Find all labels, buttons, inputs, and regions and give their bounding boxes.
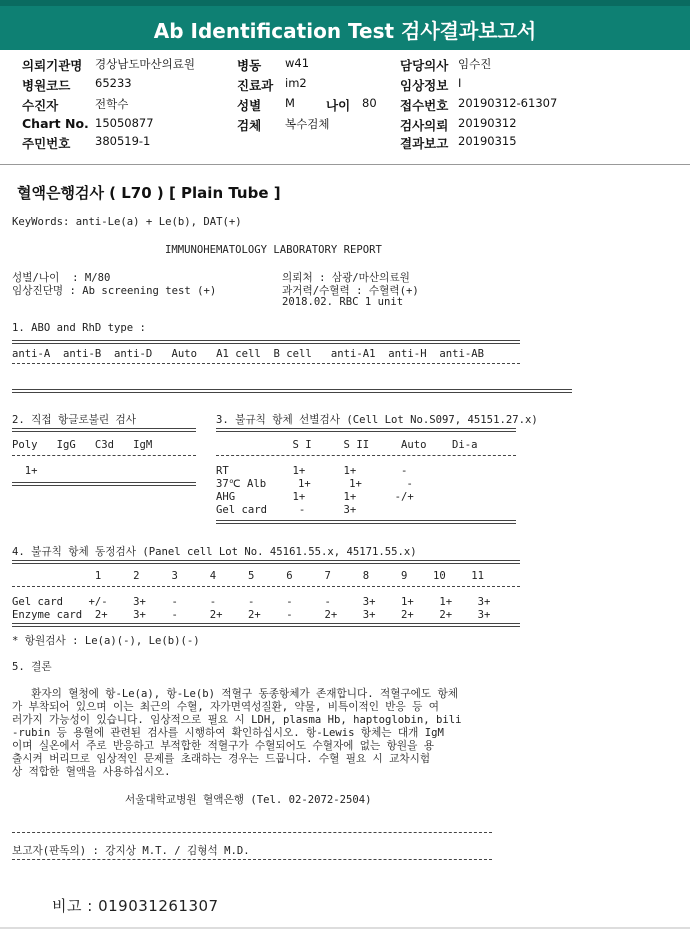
history-detail: 2018.02. RBC 1 unit [282, 296, 404, 308]
screen-row: RT 1+ 1+ - [216, 465, 408, 477]
institution-line: 서울대학교병원 혈액은행 (Tel. 02-2072-2504) [125, 794, 372, 806]
request-value: 20190312 [458, 116, 517, 130]
reporter-line: 보고자(판독의) : 강지상 M.T. / 김형석 M.D. [12, 845, 250, 857]
hospital-label: 의뢰기관명 [22, 58, 83, 73]
report-date-value: 20190315 [458, 134, 517, 148]
code-value: 65233 [95, 76, 132, 90]
report-title: Ab Identification Test 검사결과보고서 [153, 19, 537, 43]
double-rule [12, 428, 196, 432]
dashed-rule [12, 586, 520, 587]
panel-headers: 1 2 3 4 5 6 7 8 9 10 11 [12, 570, 484, 582]
double-rule [12, 340, 520, 344]
abo-section-title: 1. ABO and RhD type : [12, 322, 146, 334]
dashed-rule [216, 455, 516, 456]
dashed-rule [12, 859, 492, 860]
dashed-rule [12, 832, 492, 833]
divider [0, 164, 690, 165]
dat-section-title: 2. 직접 항글로불린 검사 [12, 414, 136, 426]
clinical-label: 임상정보 [400, 78, 449, 93]
panel-section-title: 4. 불규칙 항체 동정검사 (Panel cell Lot No. 45161.55.x, 45171.55.x) [12, 546, 417, 558]
result-line: 가 부착되어 있으며 이는 최근의 수혈, 자가면역성질환, 약물, 비특이적인 반응 등 여 [12, 701, 439, 713]
double-rule [12, 482, 196, 486]
request-label: 검사의뢰 [400, 118, 449, 133]
doctor-label: 담당의사 [400, 58, 449, 73]
screen-section-title: 3. 불규칙 항체 선별검사 (Cell Lot No.S097, 45151.27.x) [216, 414, 538, 426]
remark-note: 비고 : 019031261307 [52, 897, 219, 915]
age-label: 나이 [326, 98, 351, 113]
antigen-line: * 항원검사 : Le(a)(-), Le(b)(-) [12, 635, 200, 647]
result-line: -rubin 등 용혈에 관련된 검사를 시행하여 확인하십시오. 항-Lewis 항체는 대개 IgM [12, 727, 444, 739]
doctor-value: 임수진 [458, 57, 492, 71]
double-rule [216, 520, 516, 524]
patient-value: 전학수 [95, 97, 129, 111]
test-title: 혈액은행검사 ( L70 ) [ Plain Tube ] [17, 184, 281, 202]
diagnosis-line: 임상진단명 : Ab screening test (+) [12, 285, 217, 297]
keywords: KeyWords: anti-Le(a) + Le(b), DAT(+) [12, 216, 242, 228]
age-value: 80 [362, 96, 377, 110]
sex-age-line: 성별/나이 : M/80 [12, 272, 111, 284]
hospital-value: 경상남도마산의료원 [95, 57, 195, 71]
sex-label: 성별 [237, 98, 262, 113]
dat-headers: Poly IgG C3d IgM [12, 439, 153, 451]
bottom-divider [0, 927, 690, 929]
chart-label: Chart No. [22, 116, 89, 131]
history-line: 과거력/수혈력 : 수혈력(+) [282, 285, 419, 297]
result-line: 이며 실온에서 주로 반응하고 부적합한 적혈구가 수혈되어도 수혈자에 없는 항원을 용 [12, 740, 434, 752]
clinical-value: I [458, 76, 462, 90]
dashed-rule [12, 363, 520, 364]
panel-gel-row: Gel card +/- 3+ - - - - - 3+ 1+ 1+ 3+ [12, 596, 491, 608]
double-rule [12, 623, 520, 627]
patient-label: 수진자 [22, 98, 59, 113]
result-line: 러가지 가능성이 있습니다. 임상적으로 필요 시 LDH, plasma Hb, haptoglobin, bili [12, 714, 462, 726]
screen-headers: S I S II Auto Di-a [216, 439, 478, 451]
result-section-title: 5. 결론 [12, 661, 52, 673]
dashed-rule [12, 455, 196, 456]
specimen-label: 검체 [237, 118, 262, 133]
report-date-label: 결과보고 [400, 136, 449, 151]
result-line: 환자의 혈청에 항-Le(a), 항-Le(b) 적혈구 동종항체가 존재합니다. 적혈구에도 항체 [12, 688, 458, 700]
resident-label: 주민번호 [22, 136, 71, 151]
screen-row: AHG 1+ 1+ -/+ [216, 491, 414, 503]
screen-row: Gel card - 3+ [216, 504, 357, 516]
accession-value: 20190312-61307 [458, 96, 558, 110]
double-rule [12, 560, 520, 564]
chart-value: 15050877 [95, 116, 154, 130]
code-label: 병원코드 [22, 78, 71, 93]
referrer-line: 의뢰처 : 삼광/마산의료원 [282, 272, 410, 284]
ward-label: 병동 [237, 58, 262, 73]
report-header [0, 0, 690, 50]
ward-value: w41 [285, 56, 310, 70]
lab-report-title: IMMUNOHEMATOLOGY LABORATORY REPORT [165, 244, 382, 256]
screen-row: 37℃ Alb 1+ 1+ - [216, 478, 413, 490]
dat-values: 1+ [12, 465, 38, 477]
panel-enzyme-row: Enzyme card 2+ 3+ - 2+ 2+ - 2+ 3+ 2+ 2+ 3+ [12, 609, 491, 621]
result-line: 상 적합한 혈액을 사용하십시오. [12, 766, 171, 778]
double-rule [216, 428, 516, 432]
dept-value: im2 [285, 76, 307, 90]
accession-label: 접수번호 [400, 98, 449, 113]
double-rule [12, 389, 572, 393]
dept-label: 진료과 [237, 78, 274, 93]
sex-value: M [285, 96, 295, 110]
specimen-value: 복수검체 [285, 117, 330, 131]
resident-value: 380519-1 [95, 134, 151, 148]
abo-headers: anti-A anti-B anti-D Auto A1 cell B cell anti-A1 anti-H anti-AB [12, 348, 484, 360]
result-line: 출시켜 버리므로 임상적인 문제를 초래하는 경우는 드뭅니다. 수혈 필요 시 교차시험 [12, 753, 431, 765]
